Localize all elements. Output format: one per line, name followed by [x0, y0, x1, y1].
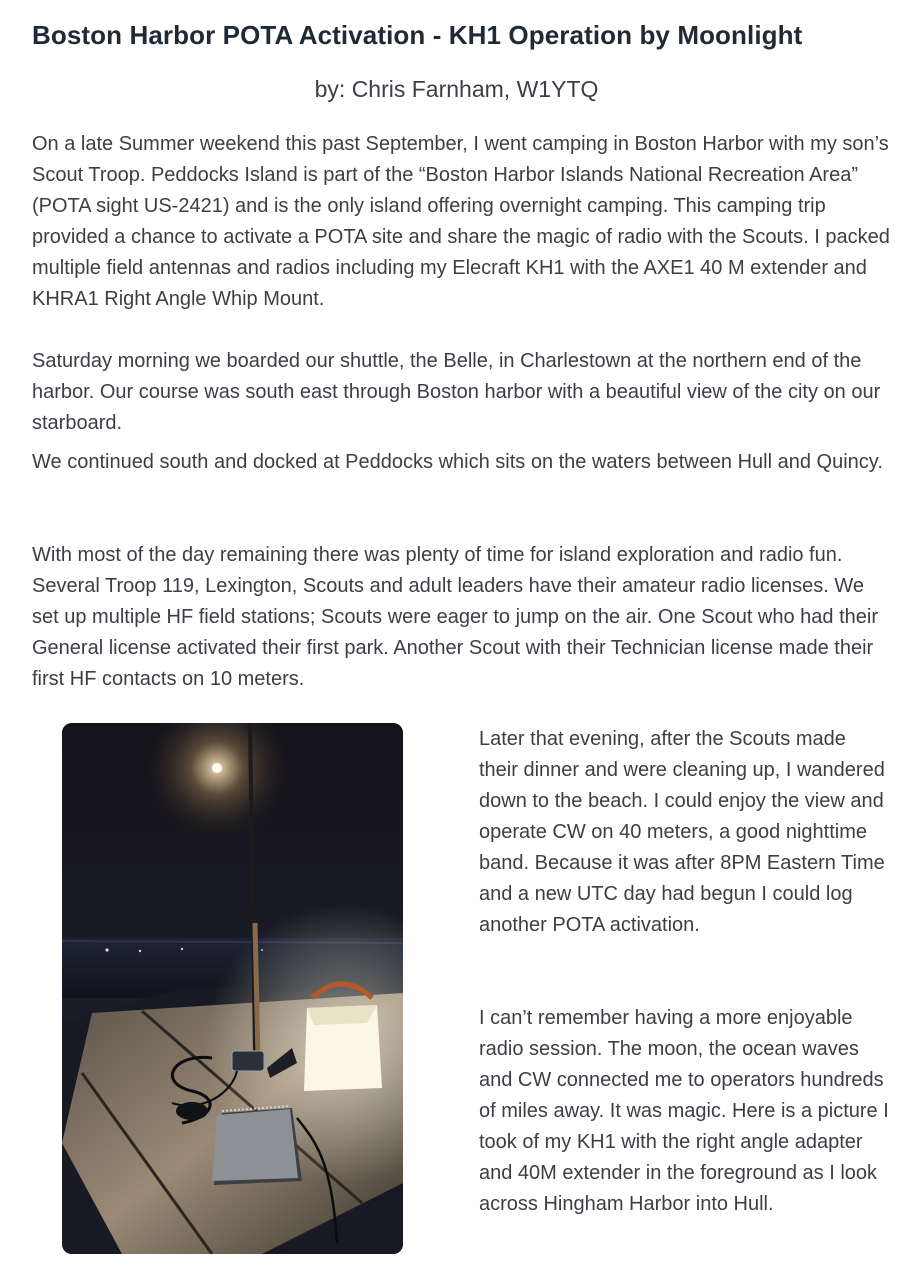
paragraph-intro: On a late Summer weekend this past September, I went camping in Boston Harbor with my son’s Scout Troop. Peddocks Island is part of the “Boston Harbor Islands National Recreation Area” (POTA sight US-2421) and is the only island offering overnight camping. This camping trip provided a chance to activate a POTA site and share the magic of radio with the Scouts. I packed multiple field antennas and radios including my Elecraft KH1 with the AXE1 40 M extender and KHRA1 Right Angle Whip Mount.	[32, 133, 890, 310]
article-byline: by: Chris Farnham, W1YTQ	[314, 76, 599, 102]
paragraph-docked: We continued south and docked at Peddocks which sits on the waters between Hull and Quincy.	[32, 451, 883, 473]
kh1-moonlight-photo	[62, 723, 403, 1254]
paragraph-exploration: With most of the day remaining there was plenty of time for island exploration and radio fun. Several Troop 119, Lexington, Scouts and adult leaders have their amateur radio licenses. We set up multiple HF field stations; Scouts were eager to jump on the air. One Scout who had their General license activated their first park. Another Scout with their Technician license made their first HF contacts on 10 meters.	[32, 544, 879, 690]
article-title: Boston Harbor POTA Activation - KH1 Operation by Moonlight	[32, 20, 803, 50]
paragraph-evening: Later that evening, after the Scouts made their dinner and were cleaning up, I wandered down to the beach. I could enjoy the view and operate CW on 40 meters, a good nighttime band. Because it was after 8PM Eastern Time and a new UTC day had begun I could log another POTA activation.	[479, 728, 885, 936]
paragraph-magic: I can’t remember having a more enjoyable radio session. The moon, the ocean waves and CW connected me to operators hundreds of miles away. It was magic. Here is a picture I took of my KH1 with the right angle adapter and 40M extender in the foreground as I look across Hingham Harbor into Hull.	[479, 1007, 889, 1215]
paragraph-shuttle: Saturday morning we boarded our shuttle, the Belle, in Charlestown at the northern end of the harbor. Our course was south east through Boston harbor with a beautiful view of the city on our starboard.	[32, 350, 881, 434]
